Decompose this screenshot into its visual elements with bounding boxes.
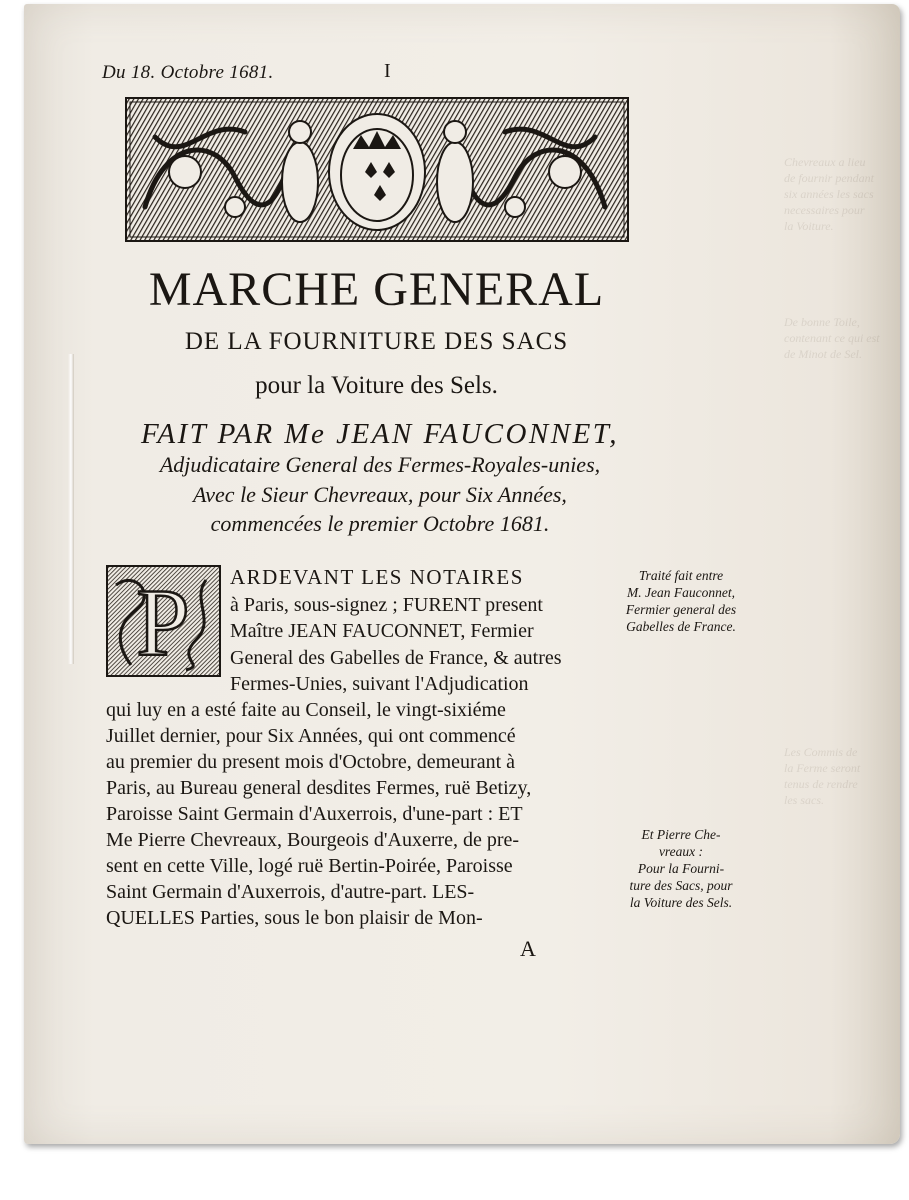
paper-fold (68, 354, 74, 664)
margin-note-2-line-4: ture des Sacs, pour (629, 878, 733, 893)
page-number: I (384, 60, 391, 82)
body-line-11: Me Pierre Chevreaux, Bourgeois d'Auxerre, de pre- (106, 829, 520, 851)
margin-note-1-line-3: Fermier general des (625, 602, 737, 617)
subtitle-line-1: Adjudicataire General des Fermes-Royales-unies, (159, 452, 601, 477)
margin-note-1-line-4: Gabelles de France. (626, 619, 736, 634)
margin-note-2-line-1: Et Pierre Che- (641, 827, 721, 842)
body-line-8: au premier du present mois d'Octobre, demeurant à (106, 751, 516, 773)
bleed-through-text-3: Les Commis de la Ferme seront tenus de rendre les sacs. (784, 745, 861, 807)
body-line-5: Fermes-Unies, suivant l'Adjudication (230, 673, 529, 695)
body-line-1: ARDEVANT LES NOTAIRES (230, 565, 524, 589)
body-line-7: Juillet dernier, pour Six Années, qui ont commencé (106, 725, 516, 747)
ornamental-headpiece (125, 97, 629, 242)
body-line-13: Saint Germain d'Auxerrois, d'autre-part. LES- (106, 881, 475, 903)
body-line-3: Maître JEAN FAUCONNET, Fermier (230, 620, 534, 642)
title-subtitle: DE LA FOURNITURE DES SACS (184, 328, 569, 355)
margin-note-1-line-2: M. Jean Fauconnet, (627, 585, 735, 600)
bleed-through-text-2: De bonne Toile, contenant ce qui est de Minot de Sel. (784, 315, 880, 361)
drop-cap-letter: P (136, 569, 190, 676)
margin-note-1 (606, 567, 756, 635)
body-line-4: General des Gabelles de France, & autres (230, 647, 562, 669)
drop-cap-initial (106, 565, 221, 677)
body-line-2: à Paris, sous-signez ; FURENT present (230, 594, 543, 616)
body-line-12: sent en cette Ville, logé ruë Bertin-Poirée, Paroisse (106, 855, 513, 877)
subtitle-line-2: Avec le Sieur Chevreaux, pour Six Années, (193, 482, 567, 507)
made-by-line: FAIT PAR Me JEAN FAUCONNET, (140, 418, 620, 450)
signature-mark: A (520, 936, 536, 961)
body-line-9: Paris, au Bureau general desdites Fermes, ruë Betizy, (106, 777, 532, 799)
margin-note-2-line-3: Pour la Fourni- (637, 861, 725, 876)
body-line-6: qui luy en a esté faite au Conseil, le vingt-sixiéme (106, 699, 506, 721)
margin-note-2-line-5: la Voiture des Sels. (629, 895, 733, 910)
margin-note-2 (606, 826, 756, 911)
margin-note-1-line-1: Traité fait entre (638, 568, 724, 583)
margin-note-2-line-2: vreaux : (658, 844, 704, 859)
running-head: Du 18. Octobre 1681. (102, 62, 274, 83)
subtitle-line-3: commencées le premier Octobre 1681. (210, 511, 550, 536)
body-line-14: QUELLES Parties, sous le bon plaisir de Mon- (106, 907, 483, 929)
title-main: MARCHE GENERAL (148, 263, 605, 316)
title-purpose: pour la Voiture des Sels. (255, 372, 498, 399)
body-line-10: Paroisse Saint Germain d'Auxerrois, d'une-part : ET (106, 803, 523, 825)
bleed-through-text: Chevreaux a lieu de fournir pendant six années les sacs necessaires pour la Voiture. (784, 155, 874, 233)
